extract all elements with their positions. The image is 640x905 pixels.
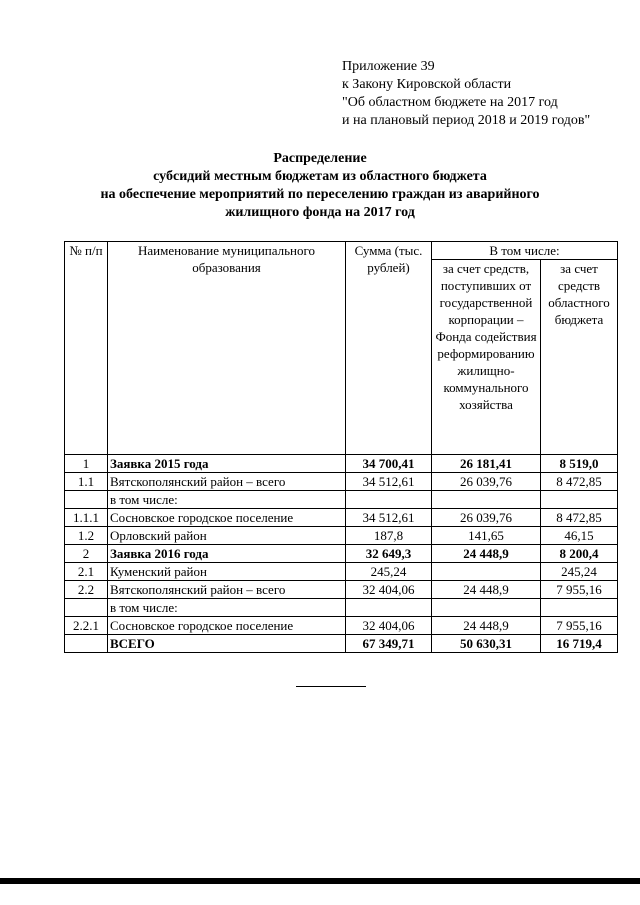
table-body [65,455,618,653]
cell-name: ВСЕГО [108,635,346,653]
closing-rule [296,686,366,687]
cell-sum: 32 649,3 [346,545,432,563]
cell-sum [346,491,432,509]
header-name: Наименование муниципального образования [108,242,346,455]
cell-name: Заявка 2016 года [108,545,346,563]
cell-fund: 26 181,41 [432,455,541,473]
cell-name: Заявка 2015 года [108,455,346,473]
cell-no [65,599,108,617]
table-row [65,545,618,563]
appendix-line: и на плановый период 2018 и 2019 годов" [342,113,591,128]
table-row [65,617,618,635]
cell-name: Орловский район [108,527,346,545]
cell-sum: 34 512,61 [346,509,432,527]
cell-fund: 141,65 [432,527,541,545]
title-line: на обеспечение мероприятий по переселению граждан из аварийного [100,187,540,202]
header-no: № п/п [65,242,108,455]
title-line: Распределение [273,151,367,166]
title-line: субсидий местным бюджетам из областного бюджета [153,169,487,184]
cell-regional: 7 955,16 [541,617,618,635]
cell-regional: 8 200,4 [541,545,618,563]
total-row [65,635,618,653]
header-fund: за счет средств, поступивших от государственной корпорации – Фонда содействия реформированию жилищно-коммунального хозяйства [432,260,541,455]
cell-fund: 50 630,31 [432,635,541,653]
cell-sum [346,599,432,617]
cell-fund [432,491,541,509]
table-row [65,563,618,581]
cell-no: 1.1 [65,473,108,491]
cell-sum: 32 404,06 [346,581,432,599]
cell-regional: 8 472,85 [541,509,618,527]
cell-regional: 7 955,16 [541,581,618,599]
table-row [65,599,618,617]
subsidy-table [64,241,618,653]
cell-regional: 16 719,4 [541,635,618,653]
appendix-line: "Об областном бюджете на 2017 год [342,95,558,110]
table-row [65,491,618,509]
cell-fund: 24 448,9 [432,545,541,563]
cell-sum: 67 349,71 [346,635,432,653]
cell-fund: 24 448,9 [432,581,541,599]
cell-no: 1 [65,455,108,473]
header-regional: за счет средств областного бюджета [541,260,618,455]
cell-regional: 46,15 [541,527,618,545]
cell-no: 2.2.1 [65,617,108,635]
table-row [65,509,618,527]
table-row [65,473,618,491]
cell-name: Вятскополянский район – всего [108,581,346,599]
cell-sum: 32 404,06 [346,617,432,635]
cell-sum: 34 700,41 [346,455,432,473]
cell-name: Вятскополянский район – всего [108,473,346,491]
table-row [65,527,618,545]
cell-name: Сосновское городское поселение [108,509,346,527]
cell-no: 1.2 [65,527,108,545]
table-row [65,455,618,473]
cell-no: 2.1 [65,563,108,581]
cell-no [65,635,108,653]
cell-no: 1.1.1 [65,509,108,527]
cell-name: Куменский район [108,563,346,581]
cell-no [65,491,108,509]
cell-regional: 8 519,0 [541,455,618,473]
cell-no: 2.2 [65,581,108,599]
document-title [0,150,640,222]
cell-sum: 245,24 [346,563,432,581]
scan-edge-bar [0,878,640,884]
cell-fund: 26 039,76 [432,509,541,527]
cell-sum: 34 512,61 [346,473,432,491]
cell-fund [432,563,541,581]
appendix-header [342,58,590,130]
cell-no: 2 [65,545,108,563]
header-sum: Сумма (тыс. рублей) [346,242,432,455]
cell-fund [432,599,541,617]
header-including: В том числе: [432,242,618,260]
cell-regional [541,599,618,617]
cell-regional: 8 472,85 [541,473,618,491]
cell-fund: 26 039,76 [432,473,541,491]
cell-name: Сосновское городское поселение [108,617,346,635]
cell-regional [541,491,618,509]
cell-fund: 24 448,9 [432,617,541,635]
cell-sum: 187,8 [346,527,432,545]
cell-name: в том числе: [108,491,346,509]
cell-regional: 245,24 [541,563,618,581]
appendix-line: к Закону Кировской области [342,77,512,92]
title-line: жилищного фонда на 2017 год [225,205,415,220]
cell-name: в том числе: [108,599,346,617]
table-row [65,581,618,599]
appendix-line: Приложение 39 [342,59,435,74]
